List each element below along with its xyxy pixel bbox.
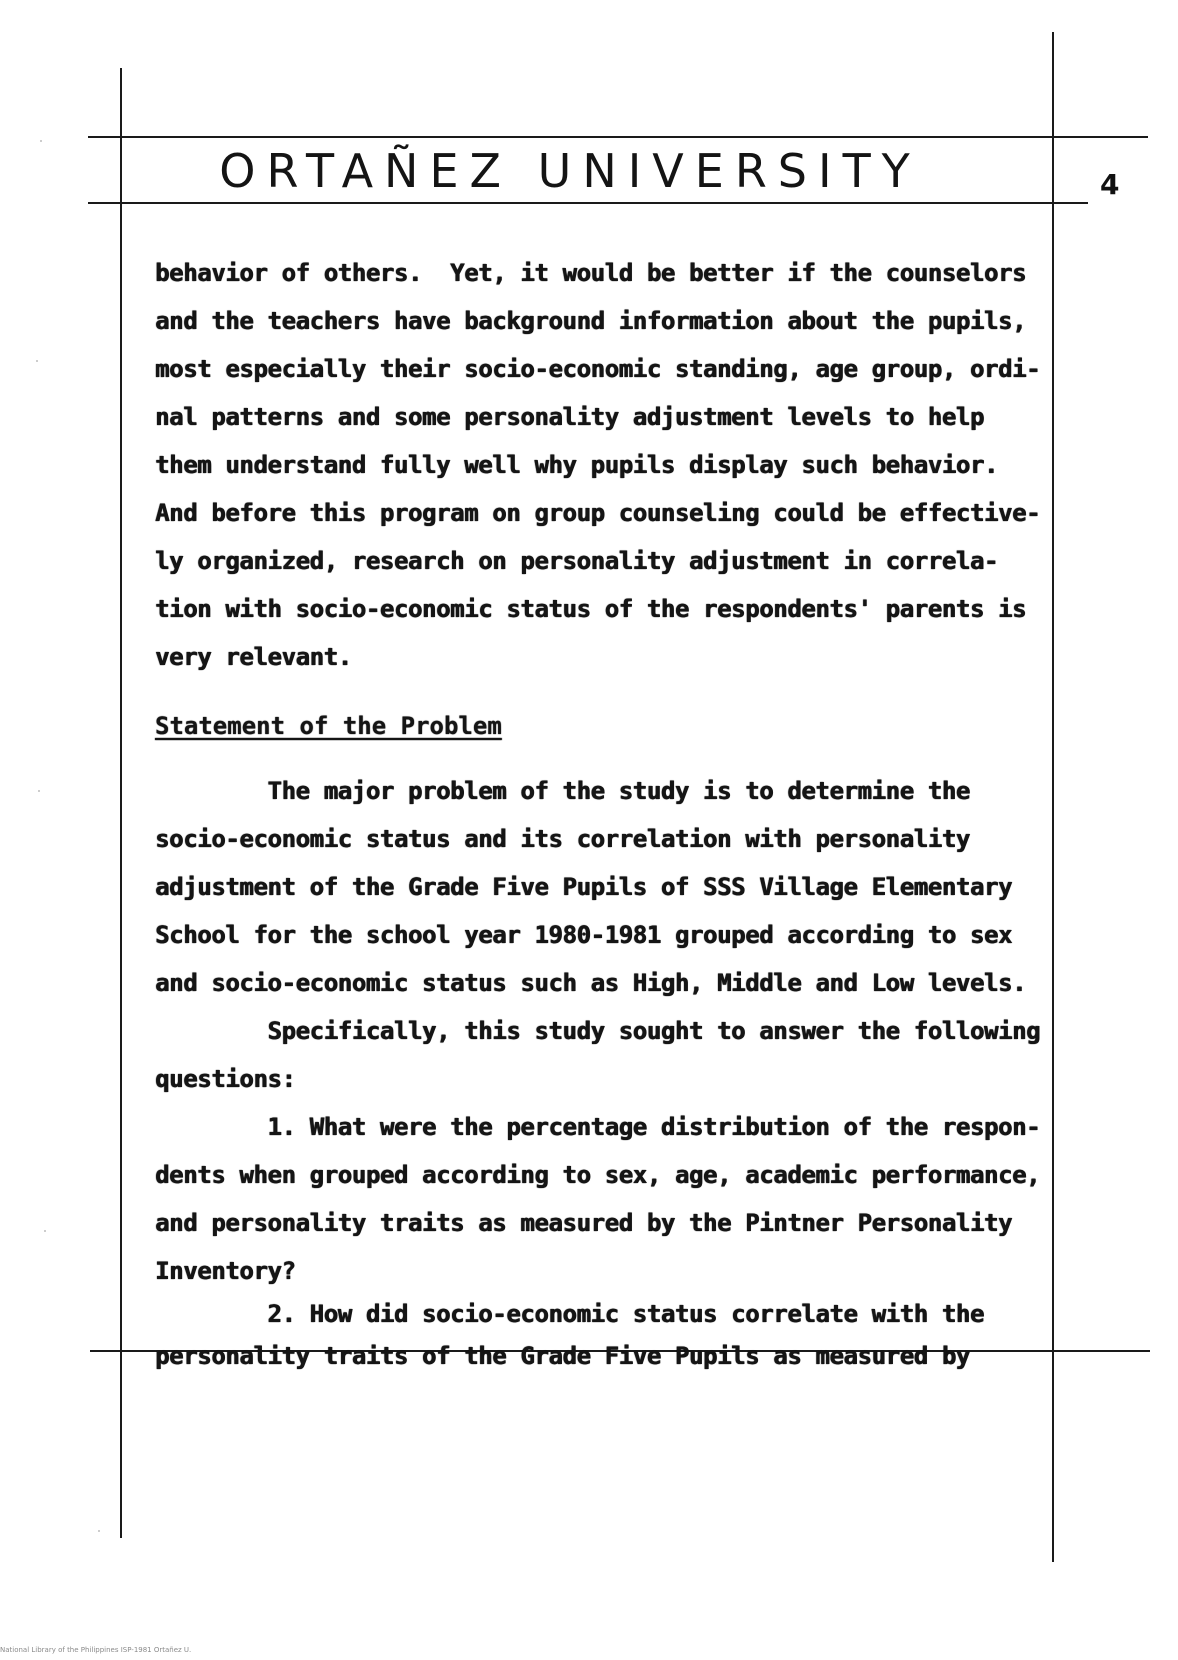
scan-speck bbox=[38, 790, 40, 792]
text-line: Specifically, this study sought to answer the following bbox=[155, 1017, 1041, 1045]
text-line: 2. How did socio-economic status correlate with the bbox=[155, 1300, 984, 1328]
text-line: and socio-economic status such as High, Middle and Low levels. bbox=[155, 969, 1027, 997]
header-top-rule bbox=[88, 136, 1148, 138]
text-line: them understand fully well why pupils display such behavior. bbox=[155, 451, 998, 479]
text-line: School for the school year 1980-1981 grouped according to sex bbox=[155, 921, 1013, 949]
page-number: 4 bbox=[1100, 168, 1120, 201]
text-line: questions: bbox=[155, 1065, 296, 1093]
text-line: 1. What were the percentage distribution of the respon- bbox=[155, 1113, 1041, 1141]
university-name: ORTAÑEZ UNIVERSITY bbox=[219, 144, 921, 198]
text-line: Inventory? bbox=[155, 1257, 296, 1285]
text-line: The major problem of the study is to determine the bbox=[155, 777, 970, 805]
text-line: personality traits of the Grade Five Pupils as measured by bbox=[155, 1342, 970, 1370]
text-line: nal patterns and some personality adjustment levels to help bbox=[155, 403, 984, 431]
text-line: tion with socio-economic status of the respondents' parents is bbox=[155, 595, 1027, 623]
text-line: socio-economic status and its correlation with personality bbox=[155, 825, 970, 853]
scan-speck bbox=[44, 1230, 46, 1232]
scan-speck bbox=[40, 140, 42, 142]
text-line: and personality traits as measured by the Pintner Personality bbox=[155, 1209, 1013, 1237]
header-bottom-rule bbox=[88, 202, 1088, 204]
scan-speck bbox=[36, 360, 38, 362]
text-line: adjustment of the Grade Five Pupils of SSS Village Elementary bbox=[155, 873, 1013, 901]
text-line: dents when grouped according to sex, age, academic performance, bbox=[155, 1161, 1041, 1189]
text-line: behavior of others. Yet, it would be better if the counselors bbox=[155, 259, 1027, 287]
text-line: and the teachers have background information about the pupils, bbox=[155, 307, 1027, 335]
text-line: most especially their socio-economic standing, age group, ordi- bbox=[155, 355, 1041, 383]
scan-speck bbox=[98, 1530, 100, 1532]
text-line: very relevant. bbox=[155, 643, 352, 671]
text-line: ly organized, research on personality adjustment in correla- bbox=[155, 547, 998, 575]
scan-footer-note: National Library of the Philippines ISP-1981 Ortañez U. bbox=[0, 1646, 192, 1654]
left-margin-rule bbox=[120, 68, 122, 1538]
text-line: And before this program on group counseling could be effective- bbox=[155, 499, 1041, 527]
section-heading: Statement of the Problem bbox=[155, 712, 502, 740]
